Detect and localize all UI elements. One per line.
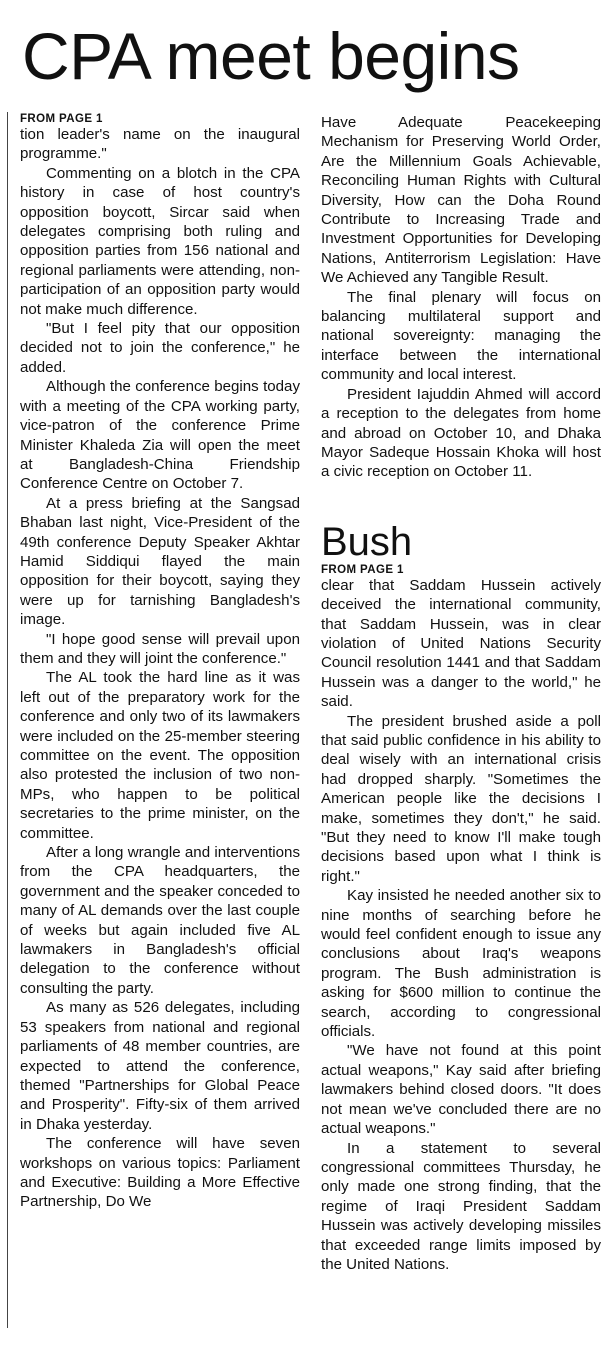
paragraph: Have Adequate Peacekeeping Mechanism for Preserving World Order, Are the Millennium Goals Achievable, Reconciling Human Rights with Cultural Diversity, How can the Doha Round Contribute to Increasing Trade and Investment Opportunities for Developing Nations, Antiterrorism Legislation: Have We Achieved any Tangible Result.	[321, 114, 601, 287]
paragraph: "But I feel pity that our opposition decided not to join the conference," he added.	[20, 320, 300, 376]
paragraph: The AL took the hard line as it was left out of the preparatory work for the conference and only two of its lawmakers were included on the 25-member steering committee on the event. The opposition also protested the inclusion of two non-MPs, who happen to be political secretaries to the prime minister, on the committee.	[20, 669, 300, 842]
paragraph: The conference will have seven workshops on various topics: Parliament and Executive: Building a More Effective Partnership, Do We	[20, 1135, 300, 1211]
paragraph: Commenting on a blotch in the CPA history in case of host country's opposition boycott, Sircar said when delegates comprising both ruling and opposition parties from 156 national and regional parliaments were attending, non-participation of an opposition party would not make much difference.	[20, 164, 300, 318]
article-column-2	[321, 113, 601, 1274]
paragraph: Although the conference begins today with a meeting of the CPA working party, vice-patron of the conference Prime Minister Khaleda Zia will open the meet at Bangladesh-China Friendship Conference Centre on October 7.	[20, 378, 300, 493]
paragraph: After a long wrangle and interventions from the CPA headquarters, the government and the speaker conceded to many of AL demands over the last couple of weeks but again included five AL lawmakers in Bangladesh's official delegation to the conference without consulting the party.	[20, 844, 300, 997]
jump-label: FROM PAGE 1	[20, 113, 103, 125]
column-rule	[7, 112, 8, 1328]
paragraph: "I hope good sense will prevail upon them and they will joint the conference."	[20, 630, 300, 667]
paragraph: President Iajuddin Ahmed will accord a reception to the delegates from home and abroad on October 10, and Dhaka Mayor Sadeque Hossain Khoka will host a civic reception on October 11.	[321, 385, 601, 481]
paragraph: clear that Saddam Hussein actively deceived the international community, that Saddam Hussein, was in clear violation of United Nations Security Council resolution 1441 and that Saddam Hussein was a danger to the world," he said.	[321, 576, 601, 711]
paragraph: Kay insisted he needed another six to nine months of searching before he would feel confident enough to issue any conclusions about Iraq's weapons program. The Bush administration is asking for $600 million to continue the search, according to congressional officials.	[321, 887, 601, 1041]
paragraph: The final plenary will focus on balancing multilateral support and national sovereignty: managing the interface between the international community and local interest.	[321, 288, 601, 384]
article-headline: CPA meet begins	[22, 19, 520, 93]
article-column-1	[20, 113, 300, 1212]
paragraph: In a statement to several congressional committees Thursday, he only made one strong finding, that the regime of Iraqi President Saddam Hussein was actively developing missiles that exceeded range limits imposed by the United Nations.	[321, 1139, 601, 1273]
paragraph: tion leader's name on the inaugural programme."	[20, 126, 300, 163]
paragraph: "We have not found at this point actual weapons," Kay said after briefing lawmakers behind closed doors. "It does not mean we've concluded there are no actual weapons."	[321, 1042, 601, 1138]
paragraph: The president brushed aside a poll that said public confidence in his ability to deal wisely with an international crisis had dropped sharply. "Sometimes the American people like the decisions I make, sometimes they don't," he said. "But they need to know I'll make tough decisions based upon what I think is right."	[321, 712, 601, 885]
paragraph: As many as 526 delegates, including 53 speakers from national and regional parliaments of 48 member countries, are expected to attend the conference, themed "Partnerships for Global Peace and Prosperity". Fifty-six of them arrived in Dhaka yesterday.	[20, 999, 300, 1133]
bush-headline: Bush	[321, 519, 413, 564]
jump-label: FROM PAGE 1	[321, 563, 404, 576]
paragraph: At a press briefing at the Sangsad Bhaban last night, Vice-President of the 49th conference Deputy Speaker Akhtar Hamid Siddiqui flayed the main opposition for their boycott, saying they were up for tarnishing Bangladesh's image.	[20, 494, 300, 629]
